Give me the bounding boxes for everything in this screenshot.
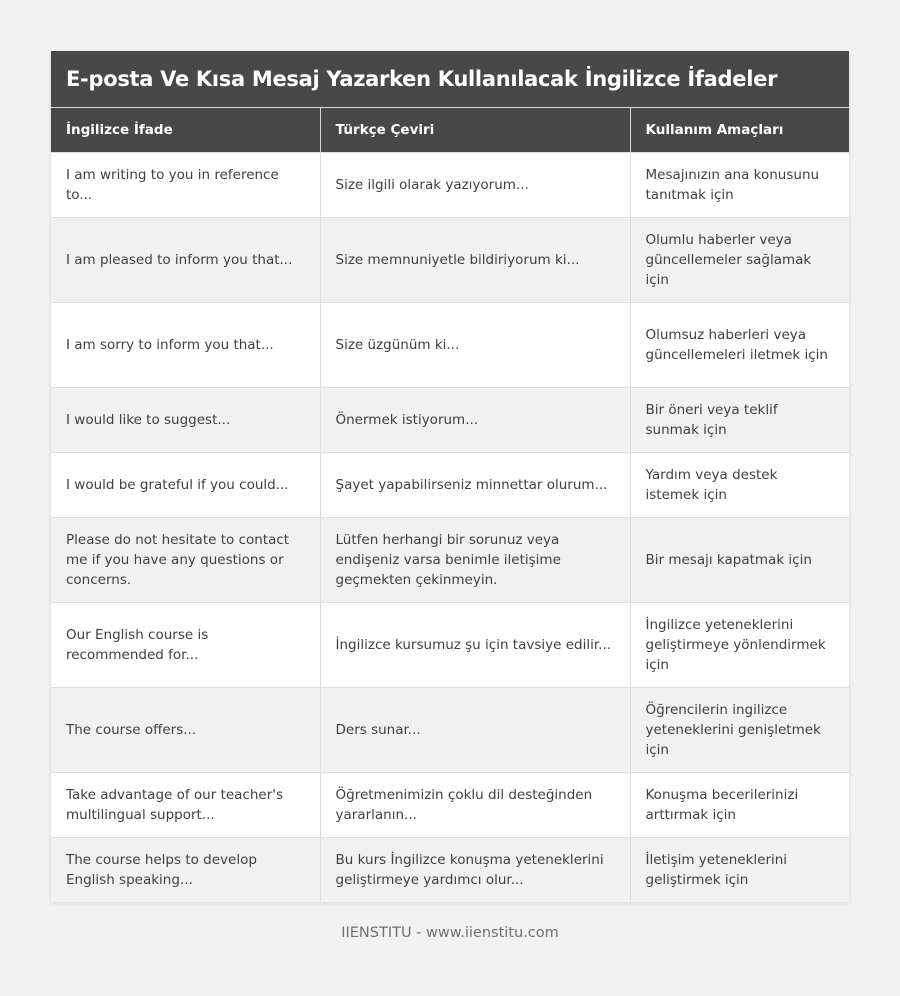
cell-purpose: Bir mesajı kapatmak için: [630, 517, 849, 602]
cell-turkish: Lütfen herhangi bir sorunuz veya endişeniz varsa benimle iletişime geçmekten çekinmeyin.: [320, 517, 630, 602]
cell-english: The course offers...: [51, 687, 320, 772]
cell-turkish: Ders sunar...: [320, 687, 630, 772]
phrases-table: [51, 108, 849, 902]
cell-turkish: Şayet yapabilirseniz minnettar olurum...: [320, 452, 630, 517]
table-row: [51, 387, 849, 452]
footer-credit: IIENSTITU - www.iienstitu.com: [341, 925, 559, 941]
cell-purpose: Konuşma becerilerinizi arttırmak için: [630, 772, 849, 837]
cell-english: I am sorry to inform you that...: [51, 302, 320, 387]
cell-turkish: Size ilgili olarak yazıyorum...: [320, 152, 630, 217]
column-header-purpose: Kullanım Amaçları: [630, 108, 849, 152]
cell-english: Please do not hesitate to contact me if you have any questions or concerns.: [51, 517, 320, 602]
cell-turkish: Bu kurs İngilizce konuşma yeteneklerini geliştirmeye yardımcı olur...: [320, 837, 630, 902]
cell-english: I am writing to you in reference to...: [51, 152, 320, 217]
cell-purpose: Olumsuz haberleri veya güncellemeleri iletmek için: [630, 302, 849, 387]
table-header-row: [51, 108, 849, 152]
cell-purpose: Bir öneri veya teklif sunmak için: [630, 387, 849, 452]
table-row: [51, 602, 849, 687]
table-row: [51, 302, 849, 387]
cell-english: The course helps to develop English speaking...: [51, 837, 320, 902]
cell-purpose: Yardım veya destek istemek için: [630, 452, 849, 517]
cell-purpose: İletişim yeteneklerini geliştirmek için: [630, 837, 849, 902]
table-row: [51, 452, 849, 517]
phrases-table-card: [51, 51, 849, 902]
cell-english: I would be grateful if you could...: [51, 452, 320, 517]
cell-purpose: Olumlu haberler veya güncellemeler sağlamak için: [630, 217, 849, 302]
table-row: [51, 152, 849, 217]
column-header-turkish: Türkçe Çeviri: [320, 108, 630, 152]
table-row: [51, 217, 849, 302]
table-row: [51, 837, 849, 902]
page-title: E-posta Ve Kısa Mesaj Yazarken Kullanılacak İngilizce İfadeler: [66, 67, 778, 91]
cell-turkish: Size üzgünüm ki...: [320, 302, 630, 387]
table-row: [51, 517, 849, 602]
cell-english: I would like to suggest...: [51, 387, 320, 452]
cell-english: I am pleased to inform you that...: [51, 217, 320, 302]
column-header-english: İngilizce İfade: [51, 108, 320, 152]
cell-turkish: Önermek istiyorum...: [320, 387, 630, 452]
cell-purpose: Mesajınızın ana konusunu tanıtmak için: [630, 152, 849, 217]
cell-turkish: Size memnuniyetle bildiriyorum ki...: [320, 217, 630, 302]
cell-turkish: İngilizce kursumuz şu için tavsiye edilir...: [320, 602, 630, 687]
cell-english: Our English course is recommended for...: [51, 602, 320, 687]
cell-purpose: Öğrencilerin ingilizce yeteneklerini genişletmek için: [630, 687, 849, 772]
cell-english: Take advantage of our teacher's multilingual support...: [51, 772, 320, 837]
table-row: [51, 772, 849, 837]
table-row: [51, 687, 849, 772]
cell-turkish: Öğretmenimizin çoklu dil desteğinden yararlanın...: [320, 772, 630, 837]
title-bar: [51, 51, 849, 108]
cell-purpose: İngilizce yeteneklerini geliştirmeye yönlendirmek için: [630, 602, 849, 687]
